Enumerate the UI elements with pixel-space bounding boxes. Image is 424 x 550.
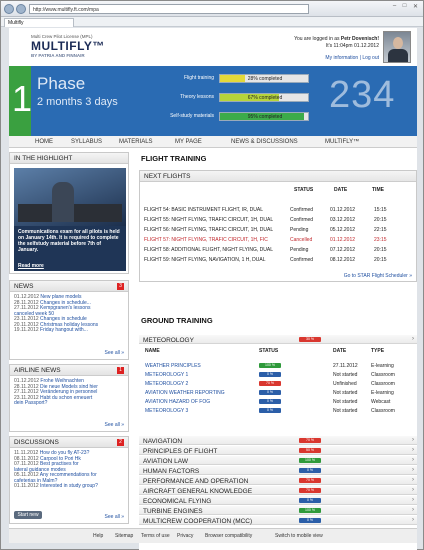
lesson-row[interactable] [143, 372, 413, 380]
lesson-date: Not started [333, 372, 358, 378]
flight-row[interactable] [144, 207, 414, 215]
flight-time: 23:15 [374, 237, 387, 243]
progress-selfstudy [159, 112, 309, 122]
lesson-type: Classroom [371, 408, 395, 414]
subject-row[interactable] [139, 466, 417, 475]
subject-row[interactable] [139, 506, 417, 515]
footer-browser[interactable]: Browser compatibility [205, 533, 253, 539]
highlight-text: Communications exam for all pilots is held on January 14th. It is required to complete the selfstudy material before 7th of January. [18, 229, 120, 253]
item-date: 27.11.2012 [14, 389, 39, 395]
news-heading: NEWS [14, 283, 34, 290]
progress-pill: 70 % [299, 478, 321, 483]
footer-help[interactable]: Help [93, 533, 104, 539]
item-date: 08.11.2012 [14, 455, 39, 462]
item-date: 05.11.2012 [14, 472, 39, 478]
current-time: It's 11:04pm 01.12.2012 [325, 43, 379, 49]
chevron-right-icon[interactable]: › [412, 477, 414, 483]
airline-news-heading: AIRLINE NEWS [14, 367, 61, 374]
footer [9, 528, 417, 543]
chevron-down-icon[interactable]: › [412, 336, 414, 342]
user-prefix: You are logged in as [294, 36, 340, 42]
subject-row[interactable] [139, 456, 417, 465]
subject-name: PERFORMANCE AND OPERATION [143, 477, 249, 485]
item-date: 07.11.2012 [14, 461, 39, 467]
footer-sitemap[interactable]: Sitemap [115, 533, 134, 539]
col-time: TIME [372, 187, 384, 193]
lesson-name[interactable]: AVIATION HAZARD OF FOG [145, 399, 211, 405]
chevron-right-icon[interactable]: › [412, 447, 414, 453]
item-title[interactable]: Changes in schedule... [40, 299, 91, 306]
item-title[interactable]: Interested in study group? [40, 483, 98, 489]
lesson-type: Classroom [371, 372, 395, 378]
progress-pill: 100 % [259, 363, 281, 368]
highlight-title: IN THE HIGHLIGHT [10, 153, 128, 164]
col-status: STATUS [294, 187, 314, 193]
menu-news-discussions[interactable]: NEWS & DISCUSSIONS [231, 139, 298, 145]
subject-name: PRINCIPLES OF FLIGHT [143, 447, 218, 455]
start-new-button[interactable]: Start new [14, 511, 42, 519]
lesson-row[interactable] [143, 399, 413, 407]
progress-bar [219, 74, 309, 83]
news-badge: 3 [117, 283, 124, 290]
flight-time: 20:15 [374, 247, 387, 253]
subject-row[interactable] [139, 476, 417, 485]
news-box [9, 280, 129, 360]
subject-row[interactable] [139, 496, 417, 505]
menu-materials[interactable]: MATERIALS [119, 139, 153, 145]
phase-duration: 2 months 3 days [37, 96, 118, 108]
progress-pill: 0 % [259, 399, 281, 404]
news-see-all-link[interactable]: See all » [104, 350, 124, 356]
main-menu [9, 136, 417, 148]
item-date: 23.11.2012 [14, 316, 39, 322]
site-header [9, 28, 417, 66]
flight-row[interactable] [144, 217, 414, 225]
lesson-date: Unfinished [333, 381, 357, 387]
highlight-box [9, 152, 129, 274]
flight-row[interactable] [144, 237, 414, 245]
item-date: 01.12.2012 [14, 294, 40, 300]
progress-bar [219, 93, 309, 102]
flight-name[interactable]: FLIGHT 56: NIGHT FLYING, TRAFIC CIRCUIT, 1H, DUAL [144, 227, 274, 233]
discussions-badge: 2 [117, 439, 124, 446]
lesson-type: Classroom [371, 381, 395, 387]
flight-date: 08.12.2012 [330, 257, 356, 263]
item-title[interactable]: Veränderung in personnel [40, 389, 98, 395]
flight-time: 20:15 [374, 217, 387, 223]
chevron-right-icon[interactable]: › [412, 437, 414, 443]
item-title[interactable]: Christmas holiday lessons [40, 321, 99, 328]
item-date: 28.11.2012 [14, 383, 39, 390]
back-button[interactable] [4, 4, 14, 14]
flight-row[interactable] [144, 227, 414, 235]
discussions-title [10, 437, 128, 448]
user-greeting [294, 36, 379, 42]
subject-row[interactable] [139, 486, 417, 495]
ground-training-title: GROUND TRAINING [141, 316, 213, 325]
flight-date: 05.12.2012 [330, 227, 356, 233]
subject-name: ECONOMICAL FLYING [143, 497, 212, 505]
phase-number: 1 [12, 78, 33, 119]
item-date: 27.11.2012 [14, 305, 39, 311]
link-separator: | [359, 55, 361, 61]
progress-pill: 70 % [259, 381, 281, 386]
menu-home[interactable]: HOME [35, 139, 53, 145]
read-more-link[interactable]: Read more [18, 263, 44, 269]
page [9, 28, 417, 543]
subject-name: HUMAN FACTORS [143, 467, 200, 475]
progress-label: Theory lessons [180, 94, 214, 100]
item-title[interactable]: Frohe Weihnachten [40, 378, 84, 384]
item-title[interactable]: dein Passport? [14, 400, 48, 406]
menu-syllabus[interactable]: SYLLABUS [71, 139, 103, 145]
chevron-right-icon[interactable]: › [412, 507, 414, 513]
browser-toolbar [1, 1, 423, 17]
browser-tab[interactable]: Multifly [4, 18, 74, 27]
subject-row[interactable] [139, 446, 417, 455]
progress-pill: 70 % [299, 488, 321, 493]
discussions-see-all-link[interactable]: See all » [104, 514, 124, 520]
flight-status: Pending [290, 247, 309, 253]
lesson-row[interactable] [143, 381, 413, 389]
ground-training-panel [139, 335, 417, 550]
avatar[interactable] [383, 31, 411, 63]
item-title[interactable]: New plane models [40, 294, 82, 300]
logo-tagline: BY PATRIA AND FINNAIR [31, 53, 85, 58]
flight-date: 01.12.2012 [330, 237, 356, 243]
subject-row[interactable] [139, 436, 417, 445]
lesson-type: Webcast [371, 399, 391, 405]
list-item[interactable] [14, 484, 124, 490]
user-name: Petr Dovenisch! [340, 36, 379, 42]
address-bar[interactable]: http://www.multifly.ft.com/mpa [29, 4, 309, 14]
subject-name: AIRCRAFT GENERAL KNOWLEDGE [143, 487, 253, 495]
progress-pill: 0 % [299, 468, 321, 473]
hours-counter: 234 [329, 74, 396, 116]
highlight-image[interactable] [14, 168, 126, 226]
progress-flight [159, 74, 309, 84]
airline-news-badge: 1 [117, 367, 124, 374]
progress-text: 28% completed [247, 76, 283, 82]
progress-theory [159, 93, 309, 103]
subject-name: AVIATION LAW [143, 457, 189, 465]
flight-training-title: FLIGHT TRAINING [141, 154, 207, 163]
next-flights-title: NEXT FLIGHTS [140, 171, 416, 182]
item-date: 01.11.2012 [14, 483, 39, 489]
flight-status: Confirmed [290, 207, 314, 213]
progress-pill: 70 % [299, 438, 321, 443]
footer-terms[interactable]: Terms of use [141, 533, 170, 539]
subject-meteorology[interactable] [139, 335, 417, 344]
chevron-right-icon[interactable]: › [412, 517, 414, 523]
chevron-right-icon[interactable]: › [412, 467, 414, 473]
item-date: 19.11.2012 [14, 327, 39, 333]
airline-news-list [10, 376, 128, 410]
item-title[interactable]: Kempgranen's lessons [40, 305, 91, 311]
item-title[interactable]: Any recommendations for [39, 472, 97, 478]
my-information-link[interactable]: My information [325, 55, 359, 61]
goto-scheduler-link[interactable]: Go to STAR Flight Scheduler » [343, 273, 412, 279]
chevron-right-icon[interactable]: › [412, 497, 414, 503]
flight-date: 03.12.2012 [330, 217, 356, 223]
flight-status: Pending [290, 227, 309, 233]
maximize-icon[interactable]: □ [402, 3, 407, 9]
progress-pill: 100 % [299, 508, 321, 513]
progress-label: Self-study materials [170, 113, 214, 119]
col-name: NAME [145, 348, 160, 354]
flight-name[interactable]: FLIGHT 55: NIGHT FLYING, TRAFIC CIRCUIT, 1H, DUAL [144, 217, 274, 223]
item-date: 01.12.2012 [14, 378, 40, 384]
progress-pill: 0 % [299, 518, 321, 523]
flight-date: 07.12.2012 [330, 247, 356, 253]
flight-status: Confirmed [290, 217, 314, 223]
flight-name[interactable]: FLIGHT 57: NIGHT FLYING, TRAFIC CIRCUIT, 1H, FIC [144, 237, 268, 243]
item-title[interactable]: Carpool to Pori Hk [40, 455, 81, 462]
discussions-box [9, 436, 129, 524]
item-title[interactable]: Friday hangout with... [40, 327, 88, 333]
close-icon[interactable]: ✕ [412, 4, 419, 10]
list-item[interactable] [14, 328, 124, 334]
chevron-right-icon[interactable]: › [412, 457, 414, 463]
discussions-list [10, 448, 128, 493]
flight-time: 20:15 [374, 257, 387, 263]
minimize-icon[interactable]: – [392, 3, 397, 9]
item-title[interactable]: cafeterias in Malm? [14, 477, 58, 484]
flight-status: Cancelled [290, 237, 313, 243]
discussions-heading: DISCUSSIONS [14, 439, 59, 446]
lesson-name[interactable]: WEATHER PRINCIPLES [145, 363, 201, 369]
next-flights-panel [139, 170, 417, 282]
flight-time: 22:15 [374, 227, 387, 233]
lesson-name[interactable]: METEOROLOGY 2 [145, 381, 189, 387]
airline-see-all-link[interactable]: See all » [104, 422, 124, 428]
phase-banner [9, 66, 417, 136]
progress-pill: 0 % [259, 390, 281, 395]
item-date: 11.11.2012 [14, 450, 39, 456]
col-date: DATE [333, 348, 347, 354]
item-title[interactable]: canceled week 50 [14, 310, 55, 317]
logout-link[interactable]: Log out [362, 55, 379, 61]
news-list [10, 292, 128, 337]
flight-row[interactable] [144, 247, 414, 255]
item-title[interactable]: Die neue Models sind hier [40, 383, 98, 390]
progress-label: Flight training [183, 75, 214, 81]
airline-news-box [9, 364, 129, 432]
footer-mobile[interactable]: Switch to mobile view [275, 533, 323, 539]
lesson-name[interactable]: AVIATION WEATHER REPORTING [145, 390, 225, 396]
footer-privacy[interactable]: Privacy [177, 533, 194, 539]
subject-name: NAVIGATION [143, 437, 183, 445]
lesson-date: Not started [333, 408, 358, 414]
tab-strip [1, 17, 423, 27]
lesson-row[interactable] [143, 390, 413, 398]
list-item[interactable] [14, 401, 124, 407]
logo-subtitle: Multi Crew Pilot License (MPL) [31, 34, 93, 39]
chevron-right-icon[interactable]: › [412, 487, 414, 493]
flight-status: Confirmed [290, 257, 314, 263]
subject-name: MULTICREW COOPERATION (MCC) [143, 517, 253, 525]
subject-name: TURBINE ENGINES [143, 507, 203, 515]
progress-text: 95% completed [247, 114, 283, 120]
phase-label: Phase [37, 74, 86, 93]
progress-pill: 0 % [259, 408, 281, 413]
item-title[interactable]: Habt du schon erneuert [40, 394, 93, 401]
item-title[interactable]: Changes in schedule [40, 316, 87, 322]
lesson-type: E-learning [371, 390, 394, 396]
col-date: DATE [334, 187, 348, 193]
item-title[interactable]: How do you fly AT-23? [39, 450, 90, 456]
lesson-name[interactable]: METEOROLOGY 3 [145, 408, 189, 414]
flight-time: 15:15 [374, 207, 387, 213]
col-type: TYPE [371, 348, 385, 354]
lesson-type: E-learning [371, 363, 394, 369]
user-links [325, 55, 379, 61]
subject-name: METEOROLOGY [143, 336, 194, 344]
flight-name[interactable]: FLIGHT 58: ADDITIONAL FLIGHT, NIGHT FLYING, DUAL [144, 247, 274, 253]
subject-row[interactable] [139, 516, 417, 525]
flight-date: 01.12.2012 [330, 207, 356, 213]
progress-pill: 0 % [259, 372, 281, 377]
lesson-date: 27.11.2012 [333, 363, 358, 369]
item-date: 20.11.2012 [14, 321, 39, 328]
logo[interactable]: MULTIFLY™ [31, 39, 105, 53]
lesson-date: Not started [333, 390, 358, 396]
item-title[interactable]: lateral guidance modes [14, 466, 66, 473]
flight-name[interactable]: FLIGHT 59: NIGHT FLYING, NAVIGATION, 1 H, DUAL [144, 257, 266, 263]
progress-pill: 0 % [299, 498, 321, 503]
lesson-date: Not started [333, 399, 358, 405]
col-status: STATUS [259, 348, 279, 354]
item-date: 23.11.2012 [14, 394, 39, 401]
flight-row[interactable] [144, 257, 414, 265]
item-date: 28.11.2012 [14, 299, 39, 306]
flight-name[interactable]: FLIGHT 54: BASIC INSTRUMENT FLIGHT, IR, DUAL [144, 207, 264, 213]
item-title[interactable]: Best practises for [40, 461, 79, 467]
news-title [10, 281, 128, 292]
menu-my-page[interactable]: MY PAGE [175, 139, 202, 145]
progress-bar [219, 112, 309, 121]
menu-multifly[interactable]: MULTIFLY™ [325, 139, 360, 145]
forward-button[interactable] [16, 4, 26, 14]
progress-pill: 50 % [299, 448, 321, 453]
lesson-row[interactable] [143, 408, 413, 416]
progress-pill: 100 % [299, 458, 321, 463]
progress-pill: 30 % [299, 337, 321, 342]
progress-text: 67% completed [247, 95, 283, 101]
airline-news-title [10, 365, 128, 376]
lesson-row[interactable] [143, 363, 413, 371]
lesson-name[interactable]: METEOROLOGY 1 [145, 372, 189, 378]
